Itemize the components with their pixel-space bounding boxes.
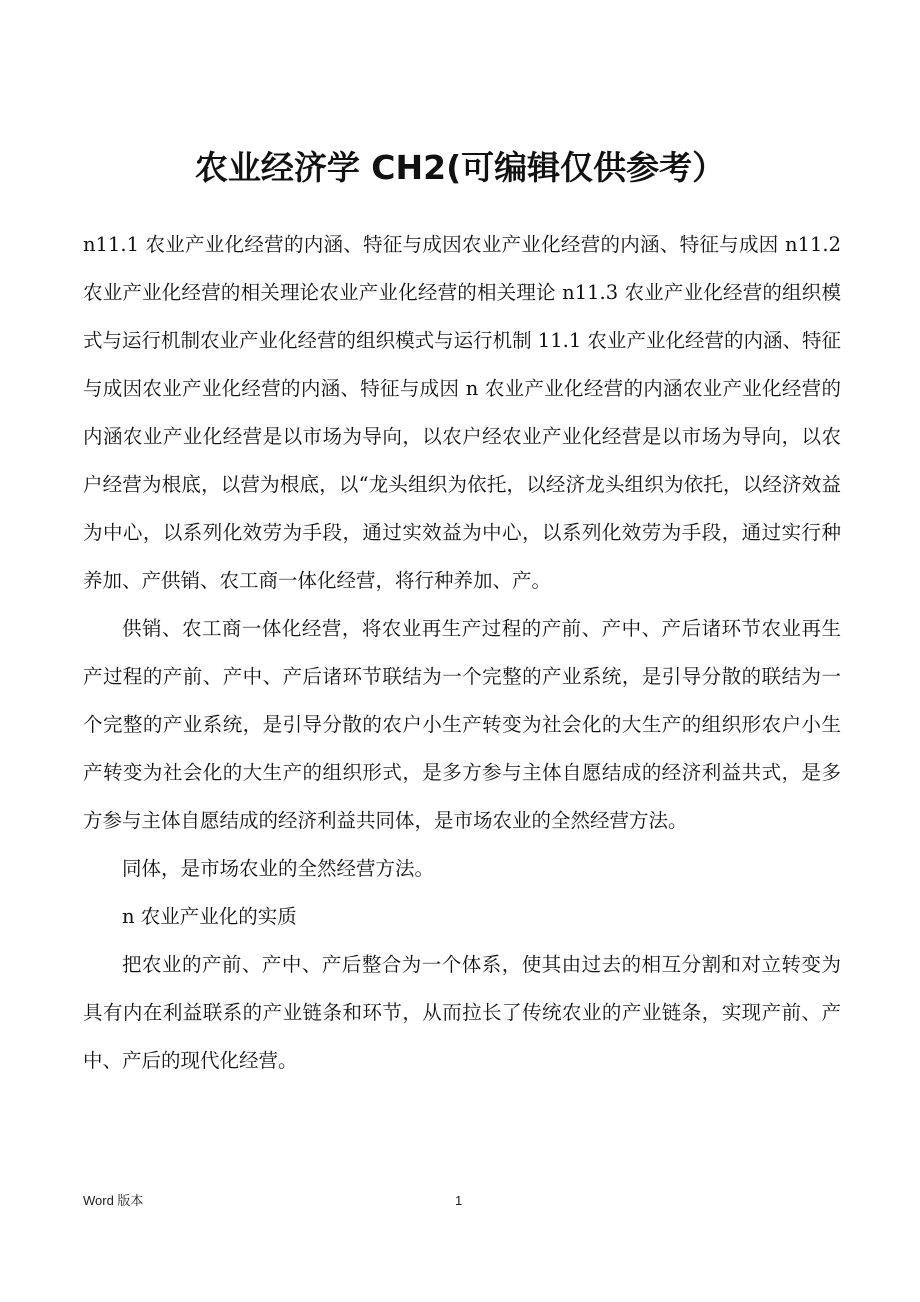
footer-version-label: Word 版本 xyxy=(83,1193,144,1208)
document-title: 农业经济学 CH2(可编辑仅供参考） xyxy=(194,148,726,187)
paragraph-2: 供销、农工商一体化经营，将农业再生产过程的产前、产中、产后诸环节农业再生产过程的产前、产中、产后诸环节联结为一个完整的产业系统，是引导分散的联结为一个完整的产业系统，是引导分散的农户小生产转变为社会化的大生产的组织形农户小生产转变为社会化的大生产的组织形式，是多方参与主体自愿结成的经济利益共式，是多方参与主体自愿结成的经济利益共同体，是市场农业的全然经营方法。 xyxy=(83,617,841,832)
paragraph-3: 同体，是市场农业的全然经营方法。 xyxy=(122,857,435,880)
paragraph-4: n 农业产业化的实质 xyxy=(122,905,297,928)
paragraph-1: n11.1 农业产业化经营的内涵、特征与成因农业产业化经营的内涵、特征与成因 n11.2 农业产业化经营的相关理论农业产业化经营的相关理论 n11.3 农业产业化经营的组织模式与运行机制农业产业化经营的组织模式与运行机制 11.1 农业产业化经营的内涵、特征与成因农业产业化经营的内涵、特征与成因 n 农业产业化经营的内涵农业产业化经营的内涵农业产业化经营是以市场为导向，以农户经农业产业化经营是以市场为导向，以农户经营为根底，以营为根底，以“龙头组织为依托，以经济龙头组织为依托，以经济效益为中心，以系列化效劳为手段，通过实效益为中心，以系列化效劳为手段，通过实行种养加、产供销、农工商一体化经营，将行种养加、产。 xyxy=(83,233,841,592)
paragraph-5: 把农业的产前、产中、产后整合为一个体系，使其由过去的相互分割和对立转变为具有内在利益联系的产业链条和环节，从而拉长了传统农业的产业链条，实现产前、产中、产后的现代化经营。 xyxy=(83,953,841,1072)
document-body xyxy=(83,221,841,1085)
footer-page-number: 1 xyxy=(455,1193,463,1208)
